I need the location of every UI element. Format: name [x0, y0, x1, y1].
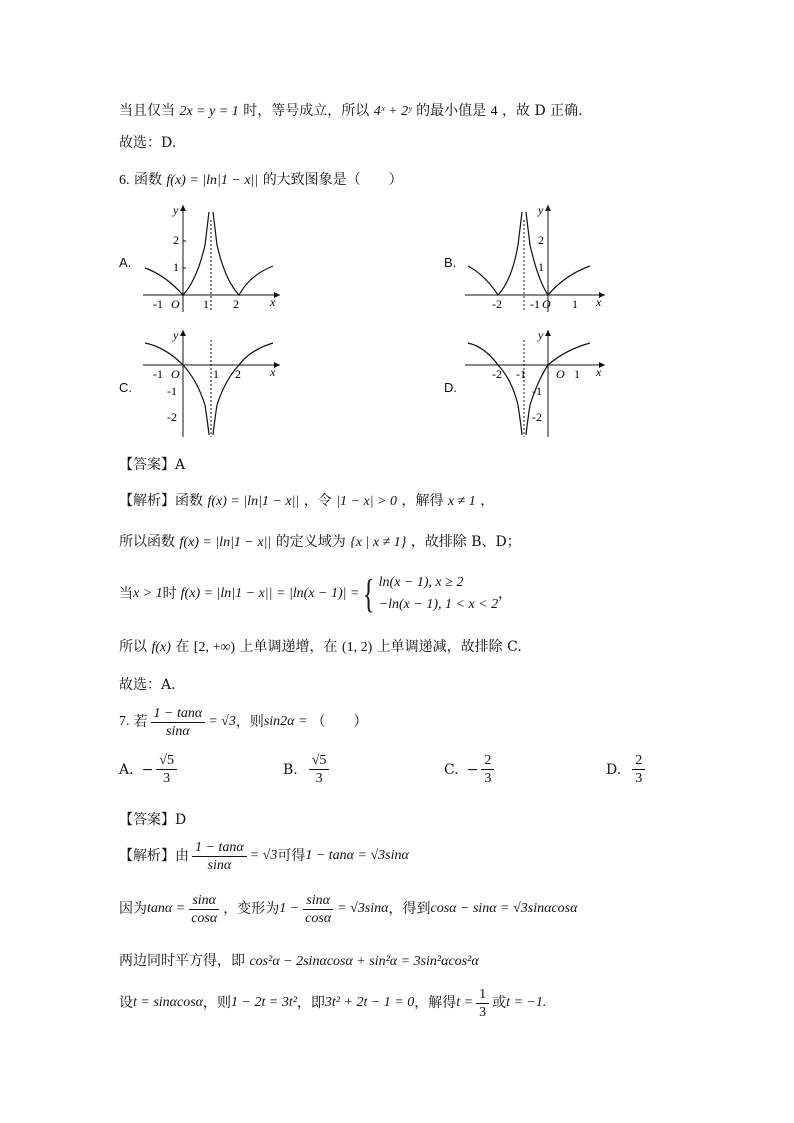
- text: 的最小值是: [416, 103, 487, 119]
- math: −ln(x − 1), 1 < x < 2: [378, 597, 499, 612]
- graph-option-a: [135, 200, 285, 315]
- text: 当: [119, 586, 133, 602]
- text: ，变形为: [223, 901, 280, 917]
- text: 的定义域为: [275, 534, 346, 550]
- math: 2x = y = 1: [179, 104, 239, 119]
- text: 可得: [277, 848, 306, 864]
- math: x > 1: [133, 586, 163, 601]
- origin-label: O: [171, 297, 180, 311]
- analysis-line: [119, 637, 522, 658]
- denominator: sinα: [166, 723, 190, 739]
- math: f(x) = |ln|1 − x||: [179, 535, 272, 550]
- text: ，故排除 B、D；: [410, 534, 521, 550]
- denominator: 3: [315, 771, 323, 786]
- answer: 【答案】A: [119, 457, 186, 473]
- svg-text:1: 1: [173, 260, 179, 274]
- math: tanα =: [147, 901, 186, 916]
- text: ，解得: [414, 995, 457, 1011]
- math: {x | x ≠ 1}: [350, 535, 407, 550]
- text: ，得到: [388, 901, 431, 917]
- numerator: 2: [481, 752, 494, 770]
- math: t = sinαcosα: [133, 995, 204, 1010]
- math: 1 − tanα = √3sinα: [305, 848, 409, 863]
- question-number: 6.: [119, 173, 130, 188]
- svg-text:1: 1: [203, 297, 209, 311]
- math: x ≠ 1: [447, 494, 476, 509]
- x-axis-label: x: [270, 295, 276, 309]
- option-c-label: C.: [119, 380, 132, 395]
- svg-text:2: 2: [233, 297, 239, 311]
- text: 的大致图象是（ ）: [262, 172, 403, 188]
- text: 若: [133, 714, 148, 730]
- svg-text:O: O: [171, 367, 180, 381]
- y-axis-label: y: [173, 203, 179, 217]
- text: ，解得: [401, 493, 444, 509]
- svg-text:-1: -1: [516, 367, 526, 381]
- fraction: [188, 892, 220, 927]
- svg-text:-2: -2: [532, 410, 542, 424]
- fraction: [309, 752, 330, 787]
- q7-option-c: [444, 752, 497, 787]
- text-line: [119, 101, 583, 122]
- denominator: 3: [635, 771, 643, 786]
- math: sin2α =: [263, 714, 308, 729]
- denominator: 3: [163, 771, 171, 786]
- text: 上单调递增，在: [239, 639, 338, 655]
- text: ，: [498, 586, 513, 602]
- math: t =: [456, 995, 474, 1010]
- fraction: [632, 752, 645, 787]
- svg-text:-1: -1: [153, 367, 163, 381]
- option-label: A.: [119, 761, 134, 778]
- sign: −: [141, 761, 154, 778]
- math: = √3: [208, 714, 236, 729]
- question-7: [119, 702, 367, 742]
- text: （ ）: [311, 714, 368, 730]
- graph-option-d: [460, 325, 610, 440]
- analysis-line: [119, 572, 512, 616]
- numerator: sinα: [189, 892, 219, 910]
- svg-text:1: 1: [572, 297, 578, 311]
- text-line: 故选：D.: [119, 135, 177, 151]
- math: 3t² + 2t − 1 = 0: [324, 995, 415, 1010]
- text: ，令: [303, 493, 332, 509]
- svg-text:2: 2: [173, 233, 179, 247]
- q7-option-d: [606, 752, 648, 787]
- text: 上单调递减，故排除 C.: [376, 639, 522, 655]
- q7-option-a: [119, 752, 180, 787]
- fraction: [192, 839, 247, 874]
- q7-option-b: [283, 752, 332, 787]
- numerator: 1 − tanα: [192, 839, 247, 857]
- text: 设: [119, 995, 133, 1011]
- math: ln(x − 1), x ≥ 2: [378, 575, 464, 590]
- svg-text:2: 2: [235, 367, 241, 381]
- math: = √3sinα: [337, 901, 389, 916]
- svg-text:2: 2: [538, 233, 544, 247]
- svg-text:1: 1: [538, 260, 544, 274]
- option-b-label: B.: [444, 255, 457, 270]
- svg-text:O: O: [556, 367, 565, 381]
- svg-text:-1: -1: [167, 384, 177, 398]
- svg-text:-2: -2: [167, 410, 177, 424]
- math: |1 − x| > 0: [336, 494, 397, 509]
- text: ，故 D 正确.: [502, 103, 583, 119]
- analysis-line: 故选：A.: [119, 677, 176, 693]
- math: f(x) = |ln|1 − x||: [207, 494, 300, 509]
- option-label: D.: [606, 761, 622, 778]
- math: 1 −: [279, 901, 300, 916]
- analysis-line: [119, 889, 577, 929]
- svg-text:x: x: [596, 295, 602, 309]
- text: 当且仅当: [119, 103, 175, 119]
- math: (1, 2): [341, 640, 373, 655]
- svg-text:y: y: [173, 328, 179, 342]
- svg-text:x: x: [596, 365, 602, 379]
- svg-text:-2: -2: [492, 297, 502, 311]
- fraction: [151, 705, 206, 740]
- svg-text:1: 1: [574, 367, 580, 381]
- text: 时: [162, 586, 177, 602]
- numerator: √5: [156, 752, 177, 770]
- svg-text:y: y: [538, 328, 544, 342]
- option-label: B.: [283, 761, 298, 778]
- numerator: 1: [476, 986, 489, 1004]
- math: t = −1.: [506, 995, 547, 1010]
- math: f(x) = |ln|1 − x|| = |ln(x − 1)| =: [180, 586, 360, 601]
- fraction: [302, 892, 334, 927]
- svg-text:x: x: [270, 365, 276, 379]
- math: [2, +∞): [193, 640, 235, 655]
- text: 在: [175, 639, 190, 655]
- math: cosα − sinα = √3sinαcosα: [430, 901, 578, 916]
- denominator: 3: [479, 1004, 487, 1020]
- graph-option-c: [135, 325, 285, 440]
- text: 两边同时平方得，即: [119, 953, 245, 969]
- math: 4: [490, 104, 498, 119]
- svg-text:-2: -2: [492, 367, 502, 381]
- denominator: cosα: [305, 910, 332, 926]
- math: 1 − 2t = 3t²: [231, 995, 297, 1010]
- numerator: 1 − tanα: [151, 705, 206, 723]
- text: 或: [492, 995, 507, 1011]
- math: f(x) = |ln|1 − x||: [166, 173, 259, 188]
- numerator: √5: [309, 752, 330, 770]
- question-number: 7.: [119, 714, 130, 729]
- text: 所以函数: [119, 534, 175, 550]
- graph-option-b: [460, 200, 610, 315]
- analysis-line: [119, 983, 546, 1023]
- fraction: [156, 752, 177, 787]
- text: 函数: [133, 172, 162, 188]
- answer: 【答案】D: [119, 812, 187, 828]
- analysis-line: [119, 532, 521, 553]
- math: = √3: [249, 848, 278, 863]
- math: cos²α − 2sinαcosα + sin²α = 3sin²αcos²α: [249, 954, 479, 969]
- option-label: C.: [444, 761, 459, 778]
- svg-text:y: y: [538, 203, 544, 217]
- text: 所以: [119, 639, 147, 655]
- text: ，: [480, 493, 495, 509]
- fraction: [481, 752, 494, 787]
- option-d-label: D.: [444, 380, 457, 395]
- denominator: cosα: [191, 910, 218, 926]
- denominator: 3: [484, 771, 492, 786]
- math: f(x): [151, 640, 171, 655]
- fraction: [476, 986, 489, 1021]
- piecewise: { ln(x − 1), x ≥ 2 −ln(x − 1), 1 < x < 2: [363, 571, 499, 616]
- svg-text:-1: -1: [530, 297, 540, 311]
- analysis-line: [119, 491, 494, 512]
- svg-text:O: O: [542, 297, 551, 311]
- sign: −: [466, 761, 479, 778]
- svg-text:-1: -1: [532, 384, 542, 398]
- question-6: [119, 170, 403, 191]
- text: 因为: [119, 901, 147, 917]
- svg-text:1: 1: [213, 367, 219, 381]
- denominator: sinα: [207, 857, 232, 873]
- text: 【解析】由: [119, 848, 189, 864]
- numerator: 2: [632, 752, 645, 770]
- text: ，则: [203, 995, 232, 1011]
- text: 【解析】函数: [119, 493, 203, 509]
- svg-text:-1: -1: [153, 297, 163, 311]
- option-a-label: A.: [119, 255, 132, 270]
- numerator: sinα: [303, 892, 333, 910]
- analysis-line: [119, 951, 479, 972]
- text: ，则: [235, 714, 264, 730]
- math: 4ˣ + 2ʸ: [373, 104, 412, 119]
- text: 时，等号成立，所以: [243, 103, 370, 119]
- text: ，即: [296, 995, 325, 1011]
- analysis-line: [119, 836, 409, 876]
